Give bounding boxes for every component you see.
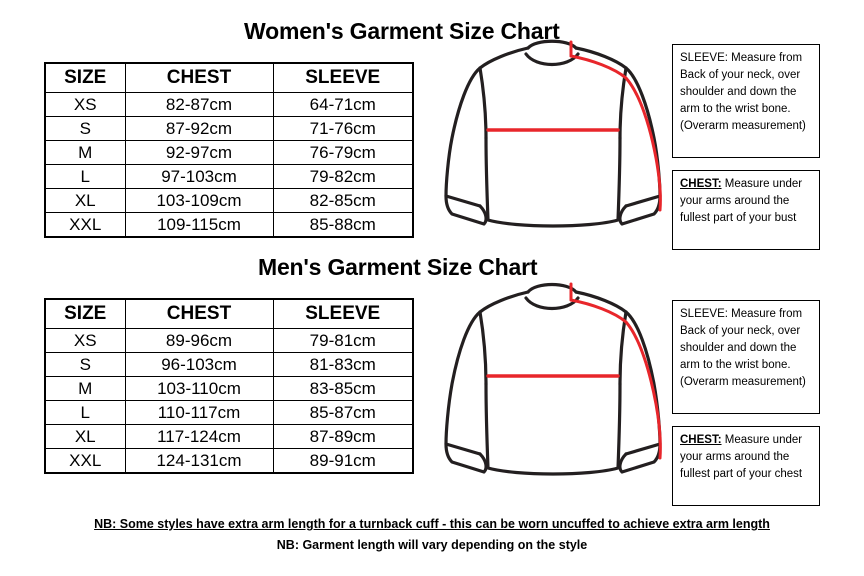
cell-chest: 97-103cm xyxy=(125,165,273,189)
note-line: SLEEVE: Measure from xyxy=(680,308,803,320)
note-line: fullest part of your chest xyxy=(680,468,803,480)
cell-chest: 89-96cm xyxy=(125,329,273,353)
cell-sleeve: 81-83cm xyxy=(273,353,413,377)
table-row xyxy=(45,141,413,165)
column-header-sleeve: SLEEVE xyxy=(273,299,413,329)
table-header-row xyxy=(45,63,413,93)
note-line: SLEEVE: Measure from xyxy=(680,52,803,64)
cell-chest: 110-117cm xyxy=(125,401,273,425)
cell-size: XS xyxy=(45,329,125,353)
note-line: fullest part of your bust xyxy=(680,212,797,224)
column-header-size: SIZE xyxy=(45,63,125,93)
cell-chest: 109-115cm xyxy=(125,213,273,238)
cell-size: XL xyxy=(45,425,125,449)
cell-size: M xyxy=(45,377,125,401)
column-header-chest: CHEST xyxy=(125,63,273,93)
cell-size: L xyxy=(45,401,125,425)
note-sleeve-men xyxy=(672,300,820,414)
cell-sleeve: 87-89cm xyxy=(273,425,413,449)
cell-chest: 117-124cm xyxy=(125,425,273,449)
cell-size: S xyxy=(45,117,125,141)
cell-size: S xyxy=(45,353,125,377)
cell-chest: 82-87cm xyxy=(125,93,273,117)
cell-sleeve: 79-81cm xyxy=(273,329,413,353)
note-line: arm to the wrist bone. xyxy=(680,103,791,115)
cell-chest: 124-131cm xyxy=(125,449,273,474)
cell-size: XXL xyxy=(45,449,125,474)
mens-size-table xyxy=(44,298,414,474)
table-row xyxy=(45,425,413,449)
cell-size: XXL xyxy=(45,213,125,238)
footer-note-length: NB: Garment length will vary depending on the style xyxy=(276,538,588,552)
cell-sleeve: 82-85cm xyxy=(273,189,413,213)
cell-size: M xyxy=(45,141,125,165)
note-line: shoulder and down the xyxy=(680,86,797,98)
page-title-men: Men's Garment Size Chart xyxy=(258,254,538,280)
note-line: Measure under xyxy=(724,178,803,190)
page-title-women: Women's Garment Size Chart xyxy=(244,18,560,44)
table-row xyxy=(45,213,413,238)
table-row xyxy=(45,165,413,189)
table-row xyxy=(45,117,413,141)
note-line: Measure under xyxy=(724,434,803,446)
table-row xyxy=(45,449,413,474)
cell-sleeve: 89-91cm xyxy=(309,451,376,470)
cell-size: XS xyxy=(45,93,125,117)
cell-sleeve: 71-76cm xyxy=(273,117,413,141)
cell-sleeve: 85-88cm xyxy=(309,215,376,234)
table-row xyxy=(45,353,413,377)
note-chest-men xyxy=(672,426,820,506)
table-row xyxy=(45,401,413,425)
note-label-chest: CHEST: xyxy=(680,178,722,190)
table-row xyxy=(45,93,413,117)
table-row xyxy=(45,329,413,353)
cell-chest: 92-97cm xyxy=(125,141,273,165)
note-label-chest: CHEST: xyxy=(680,434,722,446)
cell-sleeve: 79-82cm xyxy=(273,165,413,189)
table-row xyxy=(45,189,413,213)
cell-size: XL xyxy=(45,189,125,213)
cell-sleeve: 76-79cm xyxy=(273,141,413,165)
womens-garment-illustration xyxy=(440,34,664,247)
note-chest-women xyxy=(672,170,820,250)
note-line: Back of your neck, over xyxy=(680,325,801,337)
cell-chest: 103-109cm xyxy=(125,189,273,213)
mens-garment-illustration xyxy=(440,272,664,493)
note-line: shoulder and down the xyxy=(680,342,797,354)
table-row xyxy=(45,377,413,401)
cell-chest: 103-110cm xyxy=(125,377,273,401)
footer-note-cuff: NB: Some styles have extra arm length for a turnback cuff - this can be worn uncuffed to achieve extra arm length xyxy=(94,517,770,531)
cell-chest: 87-92cm xyxy=(125,117,273,141)
cell-size: L xyxy=(45,165,125,189)
women-size-table xyxy=(44,62,414,238)
note-line: your arms around the xyxy=(680,451,790,463)
cell-sleeve: 83-85cm xyxy=(273,377,413,401)
note-line: (Overarm measurement) xyxy=(680,376,806,388)
column-header-chest: CHEST xyxy=(125,299,273,329)
cell-sleeve: 85-87cm xyxy=(273,401,413,425)
column-header-size: SIZE xyxy=(45,299,125,329)
note-sleeve-women xyxy=(672,44,820,158)
cell-sleeve: 64-71cm xyxy=(273,93,413,117)
table-header-row xyxy=(45,299,413,329)
note-line: Back of your neck, over xyxy=(680,69,801,81)
note-line: your arms around the xyxy=(680,195,790,207)
column-header-sleeve: SLEEVE xyxy=(273,63,413,93)
cell-chest: 96-103cm xyxy=(125,353,273,377)
note-line: arm to the wrist bone. xyxy=(680,359,791,371)
note-line: (Overarm measurement) xyxy=(680,120,806,132)
